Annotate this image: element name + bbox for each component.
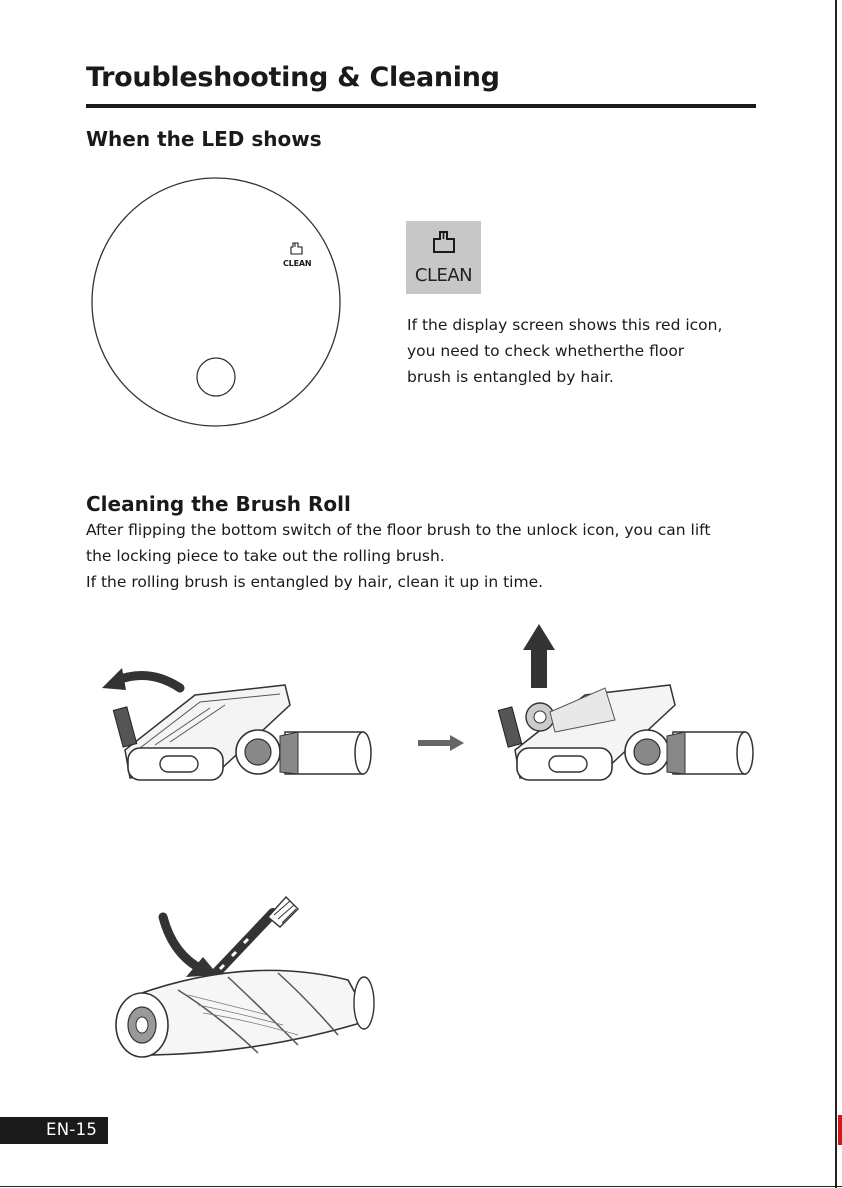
brush-roll-cleaning-illustration	[108, 895, 378, 1065]
clean-indicator	[406, 221, 481, 294]
brush-body-line: If the rolling brush is entangled by hair, clean it up in time.	[86, 573, 544, 591]
page-title: Troubleshooting & Cleaning	[86, 62, 500, 93]
right-edge-rule	[835, 0, 837, 1188]
page-number-tab	[0, 1117, 108, 1144]
led-description	[407, 312, 722, 390]
brush-body-line: After flipping the bottom switch of the floor brush to the unlock icon, you can lift	[86, 521, 711, 539]
brush-body-line: the locking piece to take out the rolling brush.	[86, 547, 445, 565]
led-section-heading: When the LED shows	[86, 127, 322, 151]
floor-brush-unlock-illustration	[100, 660, 380, 795]
floor-brush-icon	[429, 230, 459, 258]
led-description-line: you need to check whetherthe floor	[407, 342, 685, 360]
led-description-line: If the display screen shows this red icon,	[407, 316, 723, 334]
brush-section-body	[86, 517, 710, 595]
device-clean-label: CLEAN	[283, 259, 312, 268]
floor-brush-remove-illustration	[495, 620, 760, 795]
led-description-line: brush is entangled by hair.	[407, 368, 614, 386]
clean-indicator-label: CLEAN	[414, 265, 473, 286]
brush-section-heading: Cleaning the Brush Roll	[86, 492, 351, 516]
red-edge-mark	[838, 1115, 842, 1145]
next-step-arrow-icon	[418, 735, 464, 751]
floor-brush-icon	[286, 242, 308, 258]
page-number: EN-15	[46, 1120, 98, 1139]
bottom-edge-rule	[0, 1186, 842, 1187]
